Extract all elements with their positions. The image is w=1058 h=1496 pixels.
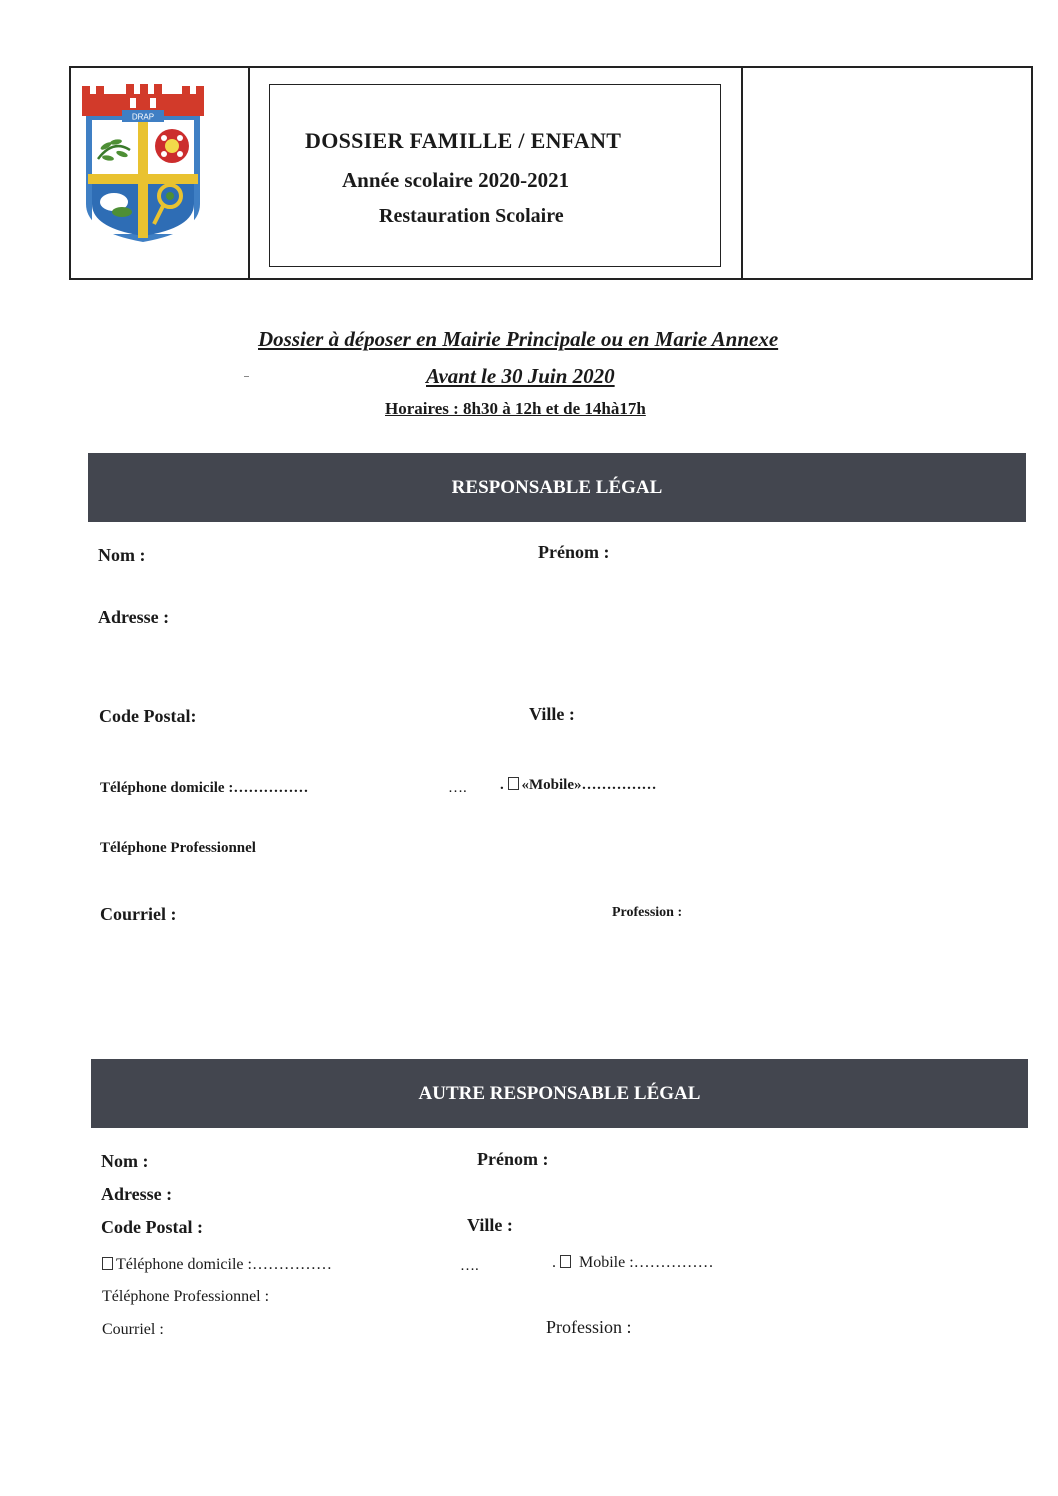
separator-dot: . [500, 777, 504, 793]
code-postal-label-2: Code Postal : [101, 1217, 203, 1237]
tel-pro-label-2: Téléphone Professionnel : [102, 1288, 270, 1305]
mobile-checkbox-2[interactable] [560, 1255, 571, 1268]
nom-label-2: Nom : [101, 1151, 149, 1171]
section-header-autre-responsable: AUTRE RESPONSABLE LÉGAL [91, 1059, 1028, 1128]
separator-dot-2: . [552, 1254, 556, 1271]
profession-label: Profession : [612, 905, 683, 920]
deadline: Avant le 30 Juin 2020 [426, 364, 615, 388]
mobile-checkbox[interactable] [508, 777, 519, 790]
code-postal-label: Code Postal: [99, 706, 197, 726]
header-divider-right [741, 68, 743, 278]
courriel-label: Courriel : [100, 904, 177, 924]
courriel-label-2: Courriel : [102, 1321, 164, 1338]
adresse-label: Adresse : [98, 607, 170, 627]
tel-domicile-label-2: Téléphone domicile :…………… [116, 1256, 332, 1273]
mobile-group [500, 777, 657, 794]
tel-dots-2: …. [460, 1258, 479, 1274]
service-name: Restauration Scolaire [379, 205, 564, 227]
mobile-label: «Mobile»…………… [521, 777, 657, 793]
tel-dots: …. [448, 780, 467, 796]
stray-mark [244, 376, 249, 377]
nom-label: Nom : [98, 545, 146, 565]
ville-label: Ville : [529, 704, 575, 724]
mobile-group-2 [552, 1254, 714, 1272]
mobile-label-2: Mobile :…………… [579, 1254, 714, 1271]
header-divider-left [248, 68, 250, 278]
school-year: Année scolaire 2020-2021 [342, 168, 570, 192]
logo-text: DRAP [131, 112, 155, 122]
opening-hours: Horaires : 8h30 à 12h et de 14hà17h [385, 399, 646, 418]
document-title: DOSSIER FAMILLE / ENFANT [305, 128, 622, 153]
prenom-label-2: Prénom : [477, 1149, 549, 1169]
tel-domicile-label: Téléphone domicile :…………… [100, 780, 309, 796]
deposit-instruction: Dossier à déposer en Mairie Principale ou en Marie Annexe [258, 327, 779, 351]
profession-label-2: Profession : [546, 1317, 632, 1337]
ville-label-2: Ville : [467, 1215, 513, 1235]
tel-pro-label: Téléphone Professionnel [100, 840, 256, 856]
prenom-label: Prénom : [538, 542, 610, 562]
adresse-label-2: Adresse : [101, 1184, 173, 1204]
tel-domicile-checkbox-2[interactable] [102, 1257, 113, 1270]
coat-of-arms-logo [78, 84, 208, 244]
section-header-responsable: RESPONSABLE LÉGAL [88, 453, 1026, 522]
tel-domicile-group-2 [102, 1256, 332, 1274]
